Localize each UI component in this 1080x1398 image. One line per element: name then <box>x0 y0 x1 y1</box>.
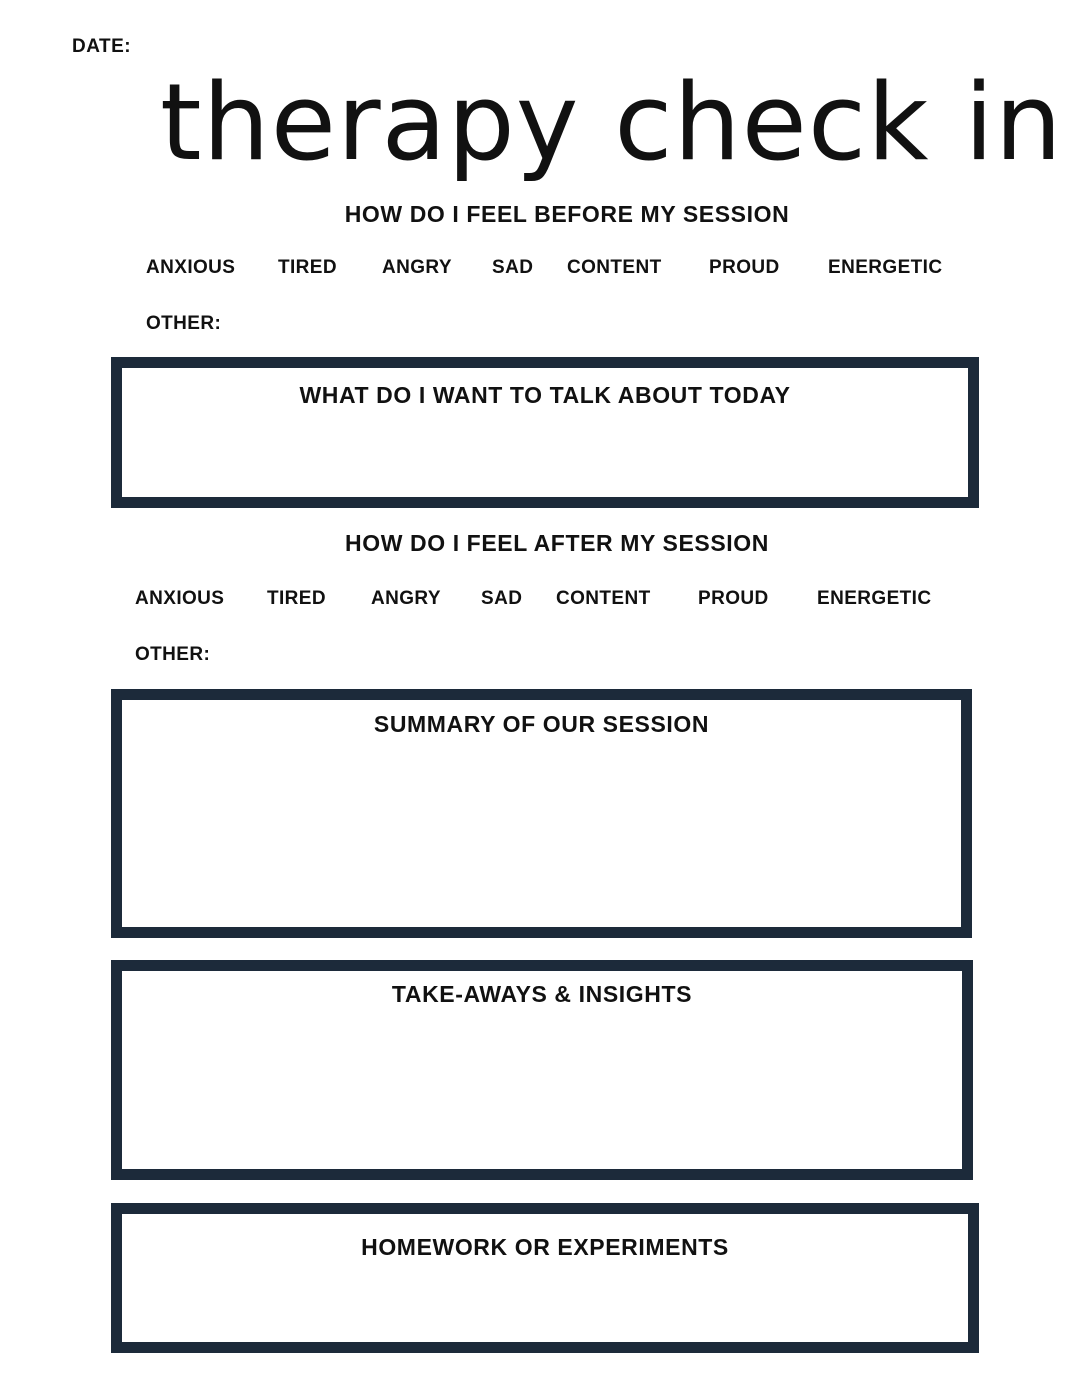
after-emotion-angry[interactable]: ANGRY <box>371 588 441 609</box>
talk-about-box[interactable] <box>111 357 979 508</box>
after-session-heading: HOW DO I FEEL AFTER MY SESSION <box>345 530 769 556</box>
summary-box[interactable] <box>111 689 972 938</box>
before-session-heading: HOW DO I FEEL BEFORE MY SESSION <box>344 201 790 227</box>
takeaways-box[interactable] <box>111 960 973 1180</box>
date-label: DATE: <box>72 36 132 57</box>
talk-about-title: WHAT DO I WANT TO TALK ABOUT TODAY <box>299 382 791 408</box>
takeaways-title: TAKE-AWAYS & INSIGHTS <box>391 981 693 1007</box>
after-emotion-tired[interactable]: TIRED <box>267 588 326 609</box>
after-emotion-anxious[interactable]: ANXIOUS <box>135 588 225 609</box>
homework-title: HOMEWORK OR EXPERIMENTS <box>361 1234 729 1260</box>
after-emotion-proud[interactable]: PROUD <box>698 588 769 609</box>
before-emotion-energetic[interactable]: ENERGETIC <box>828 257 943 278</box>
before-emotion-angry[interactable]: ANGRY <box>382 257 452 278</box>
before-emotion-anxious[interactable]: ANXIOUS <box>146 257 236 278</box>
before-emotion-content[interactable]: CONTENT <box>567 257 662 278</box>
before-emotion-tired[interactable]: TIRED <box>278 257 337 278</box>
before-other-label: OTHER: <box>146 313 222 334</box>
before-emotion-proud[interactable]: PROUD <box>709 257 780 278</box>
summary-title: SUMMARY OF OUR SESSION <box>373 711 710 737</box>
page-title: therapy check in <box>160 61 1063 184</box>
after-emotion-content[interactable]: CONTENT <box>556 588 651 609</box>
before-emotion-sad[interactable]: SAD <box>492 257 534 278</box>
homework-box[interactable] <box>111 1203 979 1353</box>
after-emotion-energetic[interactable]: ENERGETIC <box>817 588 932 609</box>
after-emotion-sad[interactable]: SAD <box>481 588 523 609</box>
after-other-label: OTHER: <box>135 644 211 665</box>
